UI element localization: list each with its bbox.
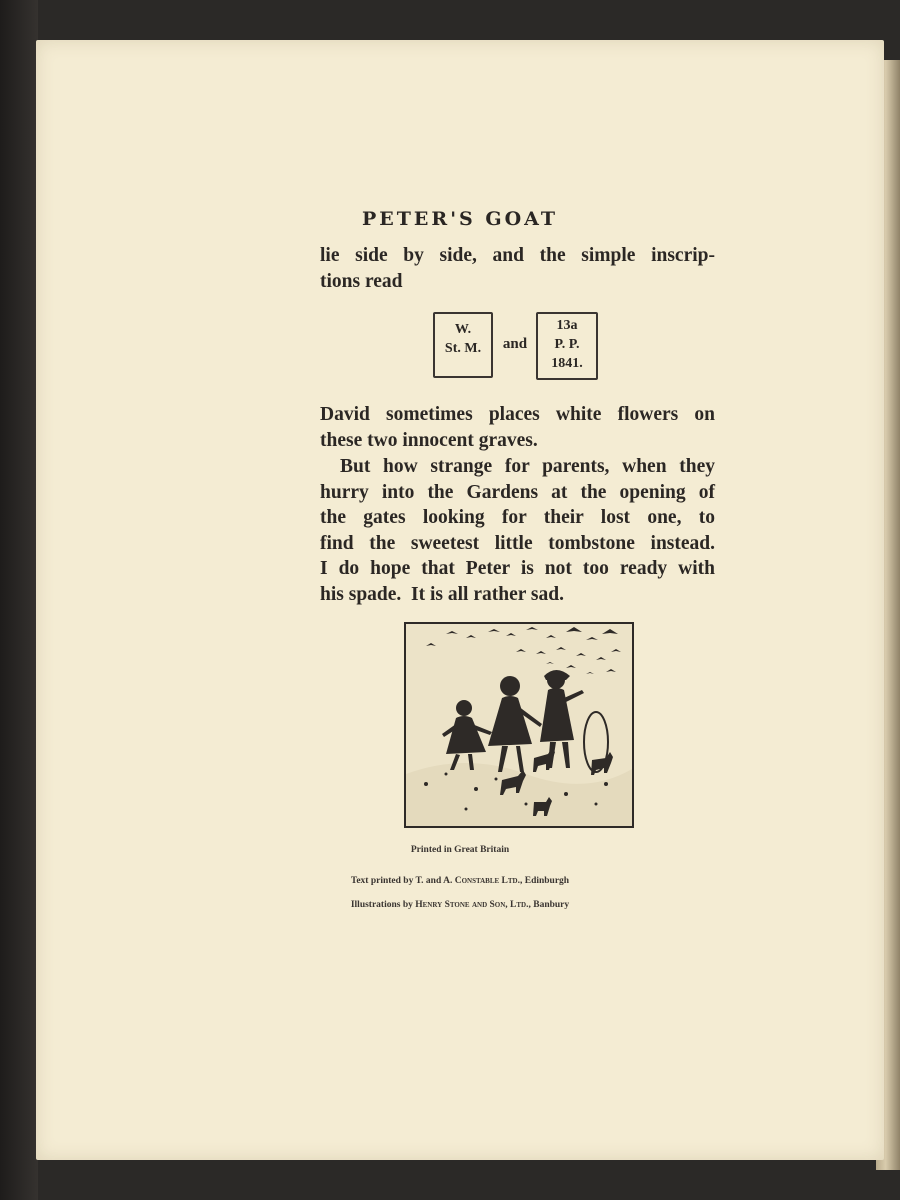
inscription-line: St. M.	[444, 341, 482, 356]
text-line: hurry into the Gardens at the opening of	[320, 481, 715, 503]
text-line: the gates looking for their lost one, to	[320, 507, 715, 528]
book-page	[36, 40, 884, 1160]
middle-child-silhouette	[488, 676, 542, 772]
inscription-line: 1841.	[551, 356, 583, 371]
colophon-text: , Banbury	[528, 900, 570, 910]
text-line: find the sweetest little tombstone instead.	[320, 532, 715, 554]
birds-flock	[426, 627, 621, 674]
printed-in-note: Printed in Great Britain	[410, 845, 510, 855]
text-line: But how strange for parents, when they	[340, 456, 715, 477]
text-line: David sometimes places white flowers on	[320, 404, 715, 425]
text-line: I do hope that Peter is not too ready with	[320, 558, 715, 579]
text-line: lie side by side, and the simple inscrip-	[320, 245, 715, 266]
illustration-printer-note	[36, 900, 884, 910]
inscription-connector: and	[502, 336, 528, 352]
colophon-text: Illustrations by	[350, 900, 416, 910]
small-child-silhouette	[442, 700, 492, 770]
paragraph-intro	[320, 243, 715, 294]
text-line: tions read	[320, 270, 403, 292]
tombstone-w-st-m	[433, 312, 493, 378]
colophon-text: , Edinburgh	[519, 876, 570, 886]
paragraph-david	[320, 402, 715, 453]
colophon-text: Text printed by T. and A.	[350, 876, 455, 886]
tall-girl-silhouette	[540, 670, 584, 768]
text-printer-note	[36, 876, 884, 886]
inscription-line: P. P.	[554, 337, 580, 352]
tombstone-p-p	[536, 312, 598, 380]
colophon-printer-name: Henry Stone and Son, Ltd.	[415, 900, 529, 910]
text-line: his spade. It is all rather sad.	[320, 583, 564, 605]
inscription-line: 13a	[556, 318, 578, 333]
inscription-line: W.	[454, 322, 472, 337]
tombstone-inscriptions	[433, 312, 603, 382]
paragraph-parents	[320, 454, 715, 607]
children-silhouette-illustration	[404, 622, 634, 828]
colophon-printer-name: Constable Ltd.	[454, 876, 520, 886]
book-backdrop-left	[0, 0, 38, 1200]
text-line: these two innocent graves.	[320, 429, 538, 451]
running-head: PETER'S GOAT	[362, 208, 558, 230]
illustration-artwork	[406, 624, 632, 826]
